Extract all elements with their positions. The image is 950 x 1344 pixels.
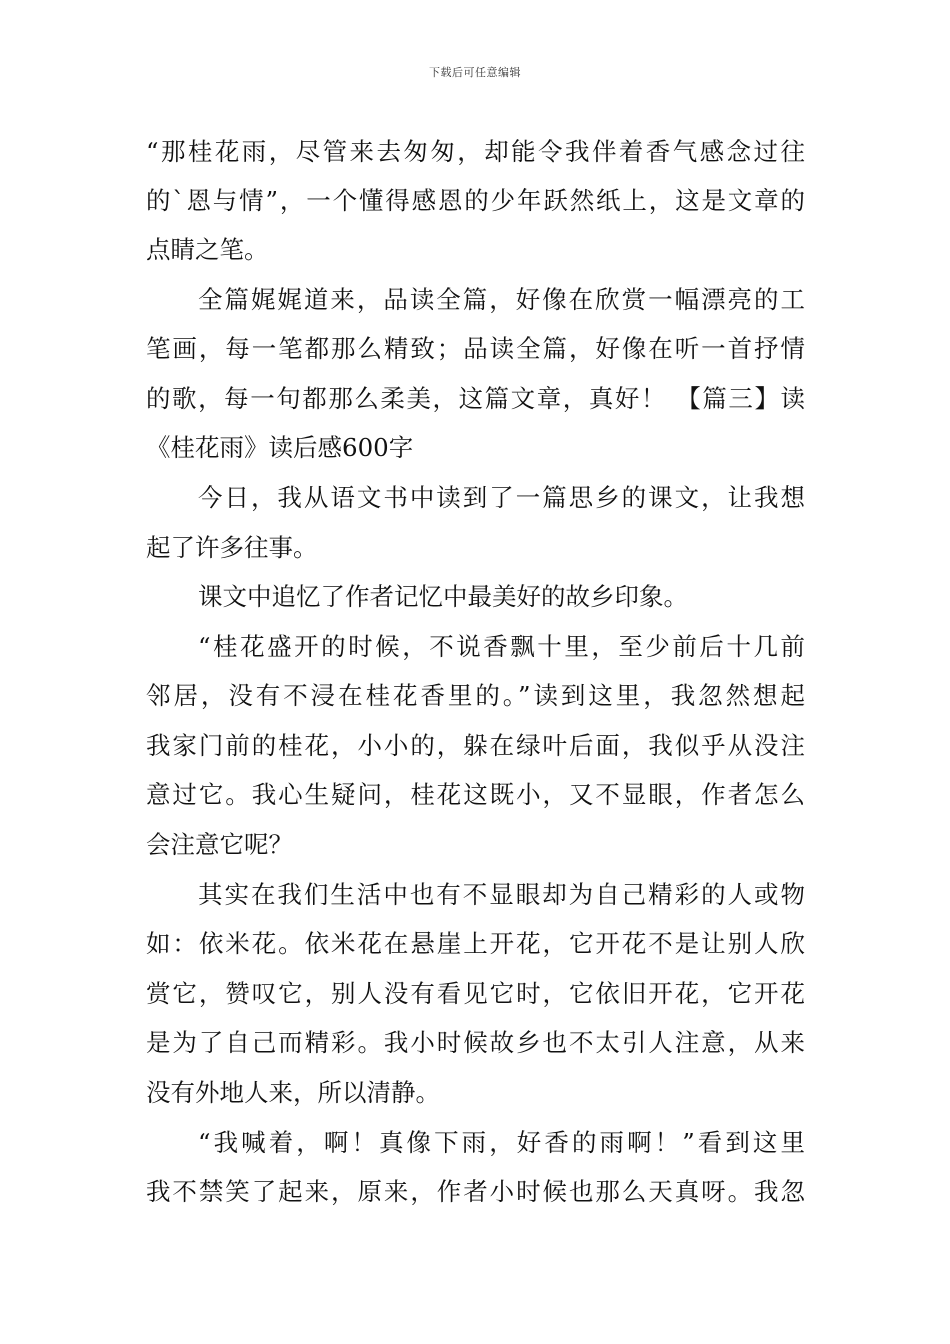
body-line: 意过它。我心生疑问，桂花这既小，又不显眼，作者怎么 [146,780,805,809]
body-line: 我家门前的桂花，小小的，躲在绿叶后面，我似乎从没注 [146,731,805,760]
header-note: 下载后可任意编辑 [429,66,521,79]
body-line: 会注意它呢？ [146,830,293,859]
body-line: “桂花盛开的时候，不说香飘十里，至少前后十几前 [198,632,805,661]
body-line: 没有外地人来，所以清静。 [146,1078,440,1107]
body-line: 是为了自己而精彩。我小时候故乡也不太引人注意，从来 [146,1028,805,1057]
body-line: 邻居，没有不浸在桂花香里的。”读到这里，我忽然想起 [146,681,805,710]
body-line: 起了许多往事。 [146,533,318,562]
body-line: 的`恩与情”，一个懂得感恩的少年跃然纸上，这是文章的 [146,186,805,215]
body-line: 今日，我从语文书中读到了一篇思乡的课文，让我想 [198,483,805,512]
body-line: 点睛之笔。 [146,235,269,264]
body-line: 笔画，每一笔都那么精致；品读全篇，好像在听一首抒情 [146,334,805,363]
body-line: 课文中追忆了作者记忆中最美好的故乡印象。 [198,582,688,611]
body-line: 其实在我们生活中也有不显眼却为自己精彩的人或物 [198,880,805,909]
body-line: 《桂花雨》读后感600字 [146,433,414,462]
body-line: “那桂花雨，尽管来去匆匆，却能令我伴着香气感念过往 [146,137,805,166]
body-line: 的歌，每一句都那么柔美，这篇文章，真好！ 【篇三】读 [146,384,805,413]
body-line: 我不禁笑了起来，原来，作者小时候也那么天真呀。我忽 [146,1177,805,1206]
body-line: 赏它，赞叹它，别人没有看见它时，它依旧开花，它开花 [146,979,805,1008]
body-line: 如：依米花。依米花在悬崖上开花，它开花不是让别人欣 [146,929,805,958]
body-line: “我喊着，啊！真像下雨，好香的雨啊！”看到这里 [198,1128,805,1157]
body-line: 全篇娓娓道来，品读全篇，好像在欣赏一幅漂亮的工 [198,285,805,314]
